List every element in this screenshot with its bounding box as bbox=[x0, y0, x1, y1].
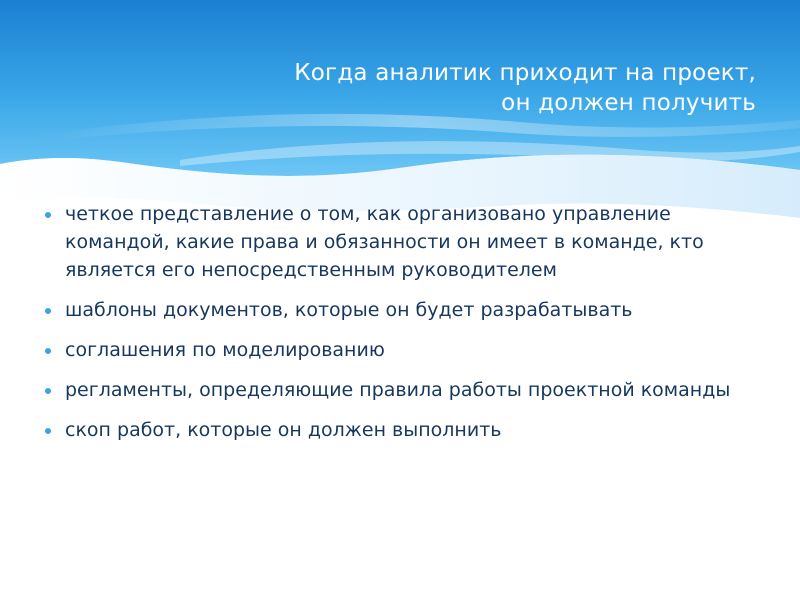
bullet-item bbox=[42, 376, 770, 404]
bullet-text: четкое представление о том, как организовано управление командой, какие права и обязанности он имеет в команде, кто является его непосредственным руководителем bbox=[65, 203, 704, 281]
bullet-item bbox=[42, 200, 770, 284]
slide-title-line-2: он должен получить bbox=[501, 90, 756, 116]
bullet-item bbox=[42, 296, 770, 324]
bullet-text: соглашения по моделированию bbox=[65, 339, 385, 361]
slide-title bbox=[156, 58, 756, 118]
bullet-text: скоп работ, которые он должен выполнить bbox=[65, 419, 502, 441]
bullet-dot-icon bbox=[45, 428, 51, 434]
bullet-text: шаблоны документов, которые он будет разрабатывать bbox=[65, 299, 633, 321]
bullet-dot-icon bbox=[45, 388, 51, 394]
bullet-item bbox=[42, 416, 770, 444]
bullet-dot-icon bbox=[45, 308, 51, 314]
bullet-dot-icon bbox=[45, 348, 51, 354]
bullet-dot-icon bbox=[45, 212, 51, 218]
slide-title-line-1: Когда аналитик приходит на проект, bbox=[294, 60, 756, 86]
bullet-list bbox=[42, 200, 770, 456]
bullet-item bbox=[42, 336, 770, 364]
bullet-text: регламенты, определяющие правила работы проектной команды bbox=[65, 379, 731, 401]
